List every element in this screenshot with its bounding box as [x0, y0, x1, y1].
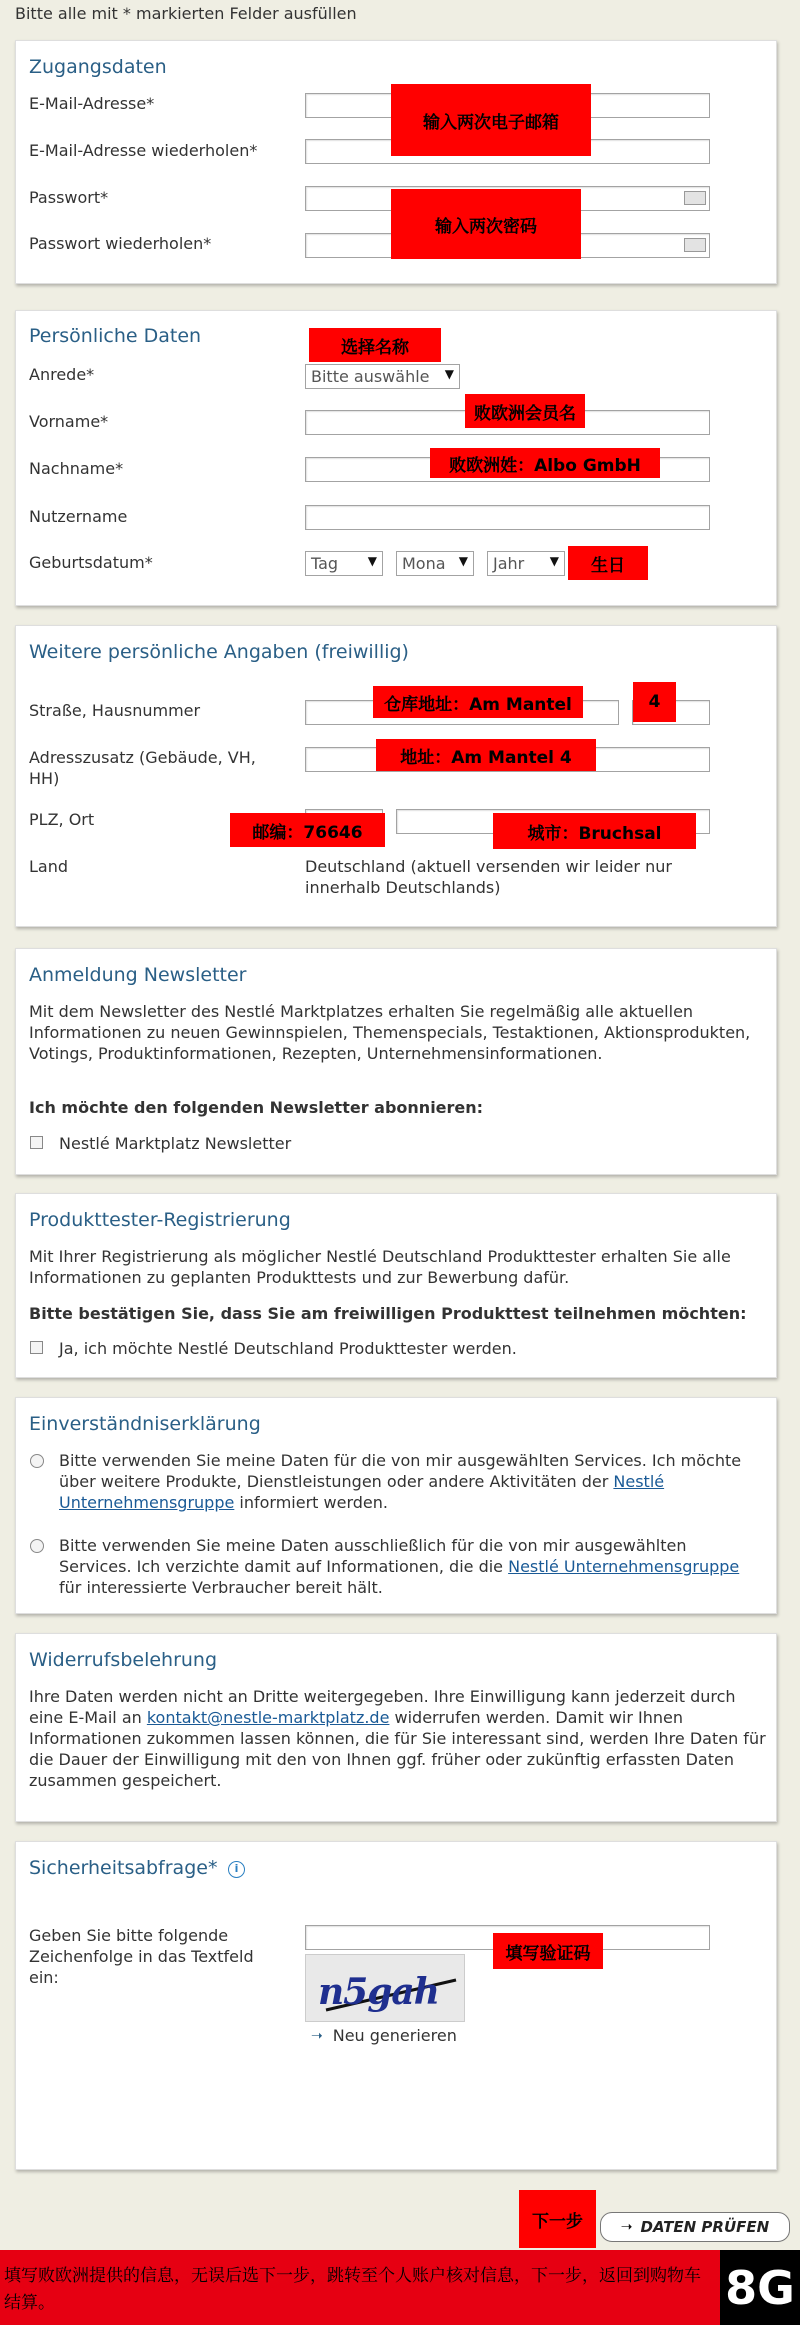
annotation-city: 城市：Bruchsal: [493, 813, 696, 849]
newsletter-description: Mit dem Newsletter des Nestlé Marktplatzes erhalten Sie regelmäßig alle aktuellen Informationen zu neuen Gewinnspielen, Themenspecials, Testaktionen, Aktionsprodukten, Votings, Produktinformationen, Rezepten, Unternehmensinformationen.: [29, 1002, 751, 1063]
arrow-right-icon: ➝: [620, 2219, 633, 2235]
annotation-salutation: 选择名称: [309, 328, 441, 362]
consent-option-2-radio[interactable]: [30, 1539, 44, 1553]
annotation-house-number: 4: [633, 682, 676, 722]
section-title: Anmeldung Newsletter: [29, 964, 247, 986]
annotation-address-extra: 地址：Am Mantel 4: [376, 739, 596, 771]
tester-option-label[interactable]: Ja, ich möchte Nestlé Deutschland Produkttester werden.: [59, 1339, 517, 1358]
info-icon[interactable]: i: [228, 1861, 245, 1878]
annotation-zip: 邮编：76646: [230, 813, 385, 847]
banner-text: 填写败欧洲提供的信息，无误后选下一步，跳转至个人账户核对信息，下一步，返回到购物车结算。: [4, 2266, 701, 2313]
check-data-button[interactable]: [600, 2212, 790, 2242]
consent-option-1-radio[interactable]: [30, 1454, 44, 1468]
month-value: Mona: [402, 554, 446, 573]
annotation-birthday: 生日: [568, 546, 648, 580]
contact-email-link[interactable]: kontakt@nestle-marktplatz.de: [146, 1708, 390, 1727]
consent-option-2-text: Bitte verwenden Sie meine Daten ausschließlich für die von mir ausgewählten Services. Ich verzichte damit auf Informationen, die die Nestlé Unternehmensgruppe für interessierte Verbraucher bereit hält.: [59, 1536, 740, 1597]
newsletter-checkbox[interactable]: [30, 1136, 43, 1149]
annotation-captcha: 填写验证码: [493, 1933, 603, 1969]
keyboard-icon[interactable]: [684, 238, 706, 252]
annotation-street: 仓库地址：Am Mantel: [373, 686, 583, 718]
section-title: Sicherheitsabfrage*: [29, 1857, 218, 1879]
month-select[interactable]: [396, 551, 474, 576]
annotation-next-step: 下一步: [519, 2190, 596, 2248]
annotation-email: 输入两次电子邮箱: [391, 84, 591, 156]
annotation-password: 输入两次密码: [391, 189, 581, 259]
security-section: [15, 1841, 777, 2170]
chevron-down-icon: ▼: [444, 367, 454, 381]
country-value: Deutschland (aktuell versenden wir leider nur innerhalb Deutschlands): [305, 857, 672, 897]
salutation-value: Bitte auswähle: [311, 367, 430, 386]
birthdate-label: Geburtsdatum*: [29, 553, 153, 572]
username-label: Nutzername: [29, 507, 128, 526]
revocation-text: Ihre Daten werden nicht an Dritte weitergegeben. Ihre Einwilligung kann jederzeit durch eine E-Mail an kontakt@nestle-marktplatz.de widerrufen werden. Damit wir Ihnen Informationen zukommen lassen können, die für Sie interessant sind, werden Ihre Daten für die Dauer der Einwilligung mit den von Ihnen ggf. früher oder zukünftig erfassten Daten zusammen gespeichert.: [29, 1687, 766, 1790]
intro-text: Bitte alle mit * markierten Felder ausfüllen: [15, 4, 357, 23]
section-title: Weitere persönliche Angaben (freiwillig): [29, 641, 409, 663]
annotation-last-name: 败欧洲姓：Albo GmbH: [430, 448, 660, 478]
day-select[interactable]: [305, 551, 383, 576]
revocation-section: [15, 1633, 777, 1822]
first-name-label: Vorname*: [29, 412, 109, 431]
chevron-down-icon: ▼: [458, 554, 468, 568]
username-field[interactable]: [305, 505, 710, 530]
consent-section: [15, 1397, 777, 1614]
newsletter-section: [15, 948, 777, 1175]
nestle-group-link[interactable]: Nestlé Unternehmensgruppe: [508, 1557, 740, 1576]
section-title: Einverständniserklärung: [29, 1413, 261, 1435]
captcha-image: [305, 1954, 465, 2022]
newsletter-option-label[interactable]: Nestlé Marktplatz Newsletter: [59, 1134, 292, 1153]
keyboard-icon[interactable]: [684, 191, 706, 205]
arrow-right-icon: ➝: [311, 2027, 323, 2044]
logo: 8G: [720, 2250, 800, 2325]
product-tester-section: [15, 1193, 777, 1378]
tester-checkbox[interactable]: [30, 1341, 43, 1354]
last-name-label: Nachname*: [29, 459, 124, 478]
consent-option-1-text: Bitte verwenden Sie meine Daten für die von mir ausgewählten Services. Ich möchte über weitere Produkte, Dienstleistungen oder andere Aktivitäten der Nestlé Unternehmensgruppe informiert werden.: [59, 1451, 742, 1512]
section-title: Persönliche Daten: [29, 325, 202, 347]
email-repeat-label: E-Mail-Adresse wiederholen*: [29, 141, 258, 160]
year-value: Jahr: [493, 554, 525, 573]
check-data-label: DATEN PRÜFEN: [640, 2218, 770, 2236]
captcha-text: n5gah: [318, 1971, 439, 2013]
regenerate-label: Neu generieren: [332, 2026, 457, 2045]
instruction-banner: [0, 2250, 800, 2325]
additional-data-section: [15, 625, 777, 927]
password-repeat-label: Passwort wiederholen*: [29, 234, 212, 253]
address-extra-label: Adresszusatz (Gebäude, VH, HH): [29, 748, 256, 788]
chevron-down-icon: ▼: [549, 554, 559, 568]
tester-question: Bitte bestätigen Sie, dass Sie am freiwilligen Produkttest teilnehmen möchten:: [29, 1304, 747, 1323]
section-title: Produkttester-Registrierung: [29, 1209, 291, 1231]
salutation-select[interactable]: [305, 364, 460, 389]
nestle-group-link[interactable]: Nestlé Unternehmensgruppe: [59, 1472, 665, 1512]
section-title: Zugangsdaten: [29, 56, 167, 78]
tester-description: Mit Ihrer Registrierung als möglicher Nestlé Deutschland Produkttester erhalten Sie alle Informationen zu geplanten Produkttests und zur Bewerbung dafür.: [29, 1247, 731, 1287]
annotation-first-name: 败欧洲会员名: [465, 394, 585, 428]
zip-city-label: PLZ, Ort: [29, 810, 95, 829]
newsletter-question: Ich möchte den folgenden Newsletter abonnieren:: [29, 1098, 484, 1117]
chevron-down-icon: ▼: [367, 554, 377, 568]
section-title: Widerrufsbelehrung: [29, 1649, 218, 1671]
country-label: Land: [29, 857, 69, 876]
salutation-label: Anrede*: [29, 365, 95, 384]
day-value: Tag: [311, 554, 339, 573]
email-label: E-Mail-Adresse*: [29, 94, 155, 113]
regenerate-button[interactable]: [311, 2026, 457, 2045]
captcha-instruction: Geben Sie bitte folgende Zeichenfolge in das Textfeld ein:: [29, 1926, 254, 1987]
street-label: Straße, Hausnummer: [29, 701, 201, 720]
password-label: Passwort*: [29, 188, 109, 207]
year-select[interactable]: [487, 551, 565, 576]
